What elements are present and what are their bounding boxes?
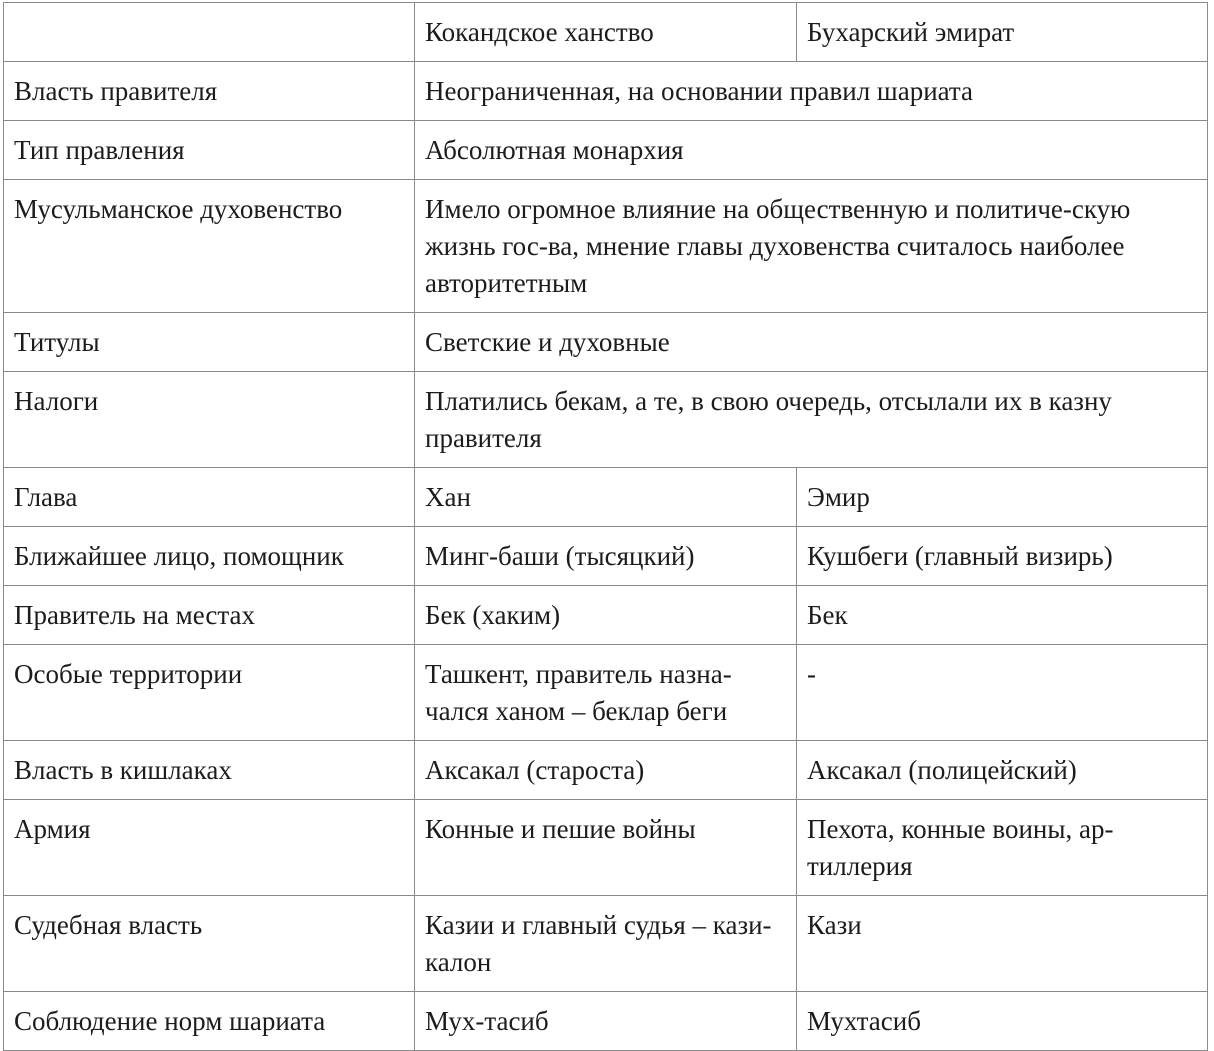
table-row (4, 527, 1208, 586)
row-label: Власть в кишлаках (4, 741, 415, 800)
row-label: Правитель на местах (4, 586, 415, 645)
row-label: Армия (4, 800, 415, 896)
table-row (4, 741, 1208, 800)
row-label: Ближайшее лицо, помощник (4, 527, 415, 586)
table-row (4, 372, 1208, 468)
kokand-value: Казии и главный судья – кази- калон (415, 896, 797, 992)
bukhara-value: Бек (797, 586, 1208, 645)
bukhara-value: Мухтасиб (797, 992, 1208, 1051)
bukhara-value: Пехота, конные воины, ар-тиллерия (797, 800, 1208, 896)
kokand-value: Мух-тасиб (415, 992, 797, 1051)
kokand-value: Хан (415, 468, 797, 527)
row-value: Платились бекам, а те, в свою очередь, отсылали их в казну правителя (415, 372, 1208, 468)
comparison-table (3, 2, 1208, 1051)
header-empty-cell (4, 3, 415, 62)
kokand-value: Бек (хаким) (415, 586, 797, 645)
header-row (4, 3, 1208, 62)
row-label: Соблюдение норм шариата (4, 992, 415, 1051)
row-label: Налоги (4, 372, 415, 468)
row-label: Тип правления (4, 121, 415, 180)
table-row (4, 896, 1208, 992)
table-row (4, 645, 1208, 741)
bukhara-value: Эмир (797, 468, 1208, 527)
row-label: Титулы (4, 313, 415, 372)
table-row (4, 121, 1208, 180)
row-label: Особые территории (4, 645, 415, 741)
kokand-value: Минг-баши (тысяцкий) (415, 527, 797, 586)
table-row (4, 313, 1208, 372)
row-label: Глава (4, 468, 415, 527)
bukhara-value: - (797, 645, 1208, 741)
header-kokand: Кокандское ханство (415, 3, 797, 62)
row-value: Неограниченная, на основании правил шариата (415, 62, 1208, 121)
row-value: Светские и духовные (415, 313, 1208, 372)
table-row (4, 62, 1208, 121)
kokand-value: Аксакал (староста) (415, 741, 797, 800)
bukhara-value: Кушбеги (главный визирь) (797, 527, 1208, 586)
table-row (4, 992, 1208, 1051)
row-value: Абсолютная монархия (415, 121, 1208, 180)
table-row (4, 468, 1208, 527)
kokand-value: Ташкент, правитель назна-чался ханом – беклар беги (415, 645, 797, 741)
table-row (4, 586, 1208, 645)
row-label: Мусульманское духовенство (4, 180, 415, 313)
kokand-value: Конные и пешие войны (415, 800, 797, 896)
table-row (4, 800, 1208, 896)
row-value: Имело огромное влияние на общественную и политиче-скую жизнь гос-ва, мнение главы духовенства считалось наиболее авторитетным (415, 180, 1208, 313)
bukhara-value: Аксакал (полицейский) (797, 741, 1208, 800)
table-row (4, 180, 1208, 313)
row-label: Судебная власть (4, 896, 415, 992)
row-label: Власть правителя (4, 62, 415, 121)
header-bukhara: Бухарский эмират (797, 3, 1208, 62)
bukhara-value: Кази (797, 896, 1208, 992)
